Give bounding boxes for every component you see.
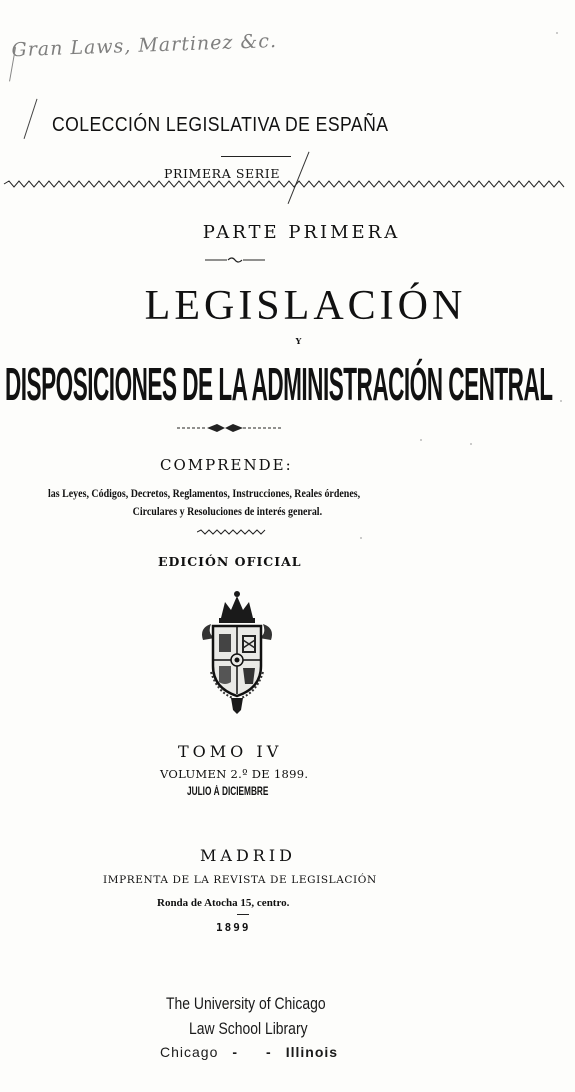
library-stamp-state: Illinois xyxy=(285,1044,339,1060)
collection-title: COLECCIÓN LEGISLATIVA DE ESPAÑA xyxy=(52,114,389,136)
imprint-address: Ronda de Atocha 15, centro. xyxy=(157,897,290,909)
royal-coat-of-arms-icon xyxy=(197,588,277,716)
imprint-printer: IMPRENTA DE LA REVISTA DE LEGISLACIÓN xyxy=(103,874,377,886)
volumen-label: VOLUMEN 2.º DE 1899. xyxy=(160,767,309,781)
paper-speck xyxy=(360,537,362,539)
contents-heading: COMPRENDE: xyxy=(160,456,293,474)
small-wavy-divider xyxy=(197,528,267,536)
edition-label: EDICIÓN OFICIAL xyxy=(158,554,302,569)
period-label: JULIO Á DICIEMBRE xyxy=(187,786,269,798)
handwritten-note-text: Gran Laws, Martinez &c. xyxy=(11,29,278,62)
imprint-year: 1899 xyxy=(216,921,251,934)
contents-description xyxy=(48,484,480,520)
contents-line-1: las Leyes, Códigos, Decretos, Reglamentos, Instrucciones, Reales órdenes, xyxy=(48,486,361,500)
library-stamp-separator-2: - xyxy=(266,1044,272,1060)
title-conjunction: Y xyxy=(295,336,302,346)
series-label: PRIMERA SERIE xyxy=(164,166,281,181)
handwritten-note xyxy=(11,29,313,91)
paper-speck xyxy=(420,439,422,441)
small-ornament xyxy=(205,255,265,265)
tomo-label: TOMO IV xyxy=(178,742,283,761)
library-stamp-city: Chicago xyxy=(160,1044,219,1060)
contents-line-2: Circulares y Resoluciones de interés general. xyxy=(132,504,323,518)
library-stamp-location xyxy=(160,1044,338,1060)
main-title: LEGISLACIÓN xyxy=(144,283,467,329)
library-stamp-separator: - xyxy=(232,1044,239,1060)
subtitle: DISPOSICIONES DE LA ADMINISTRACIÓN CENTRAL xyxy=(5,358,553,410)
paper-speck xyxy=(560,400,562,402)
part-heading: PARTE PRIMERA xyxy=(202,222,401,243)
header-rule xyxy=(221,156,291,157)
library-stamp-line-2: Law School Library xyxy=(189,1019,308,1038)
year-rule xyxy=(237,914,249,915)
paper-speck xyxy=(470,443,472,445)
wavy-divider xyxy=(0,176,575,192)
pen-slash-mark xyxy=(24,99,39,140)
imprint-city: MADRID xyxy=(200,846,296,865)
middle-ornament xyxy=(177,421,281,435)
library-stamp-line-1: The University of Chicago xyxy=(166,994,326,1013)
paper-speck xyxy=(556,32,558,34)
